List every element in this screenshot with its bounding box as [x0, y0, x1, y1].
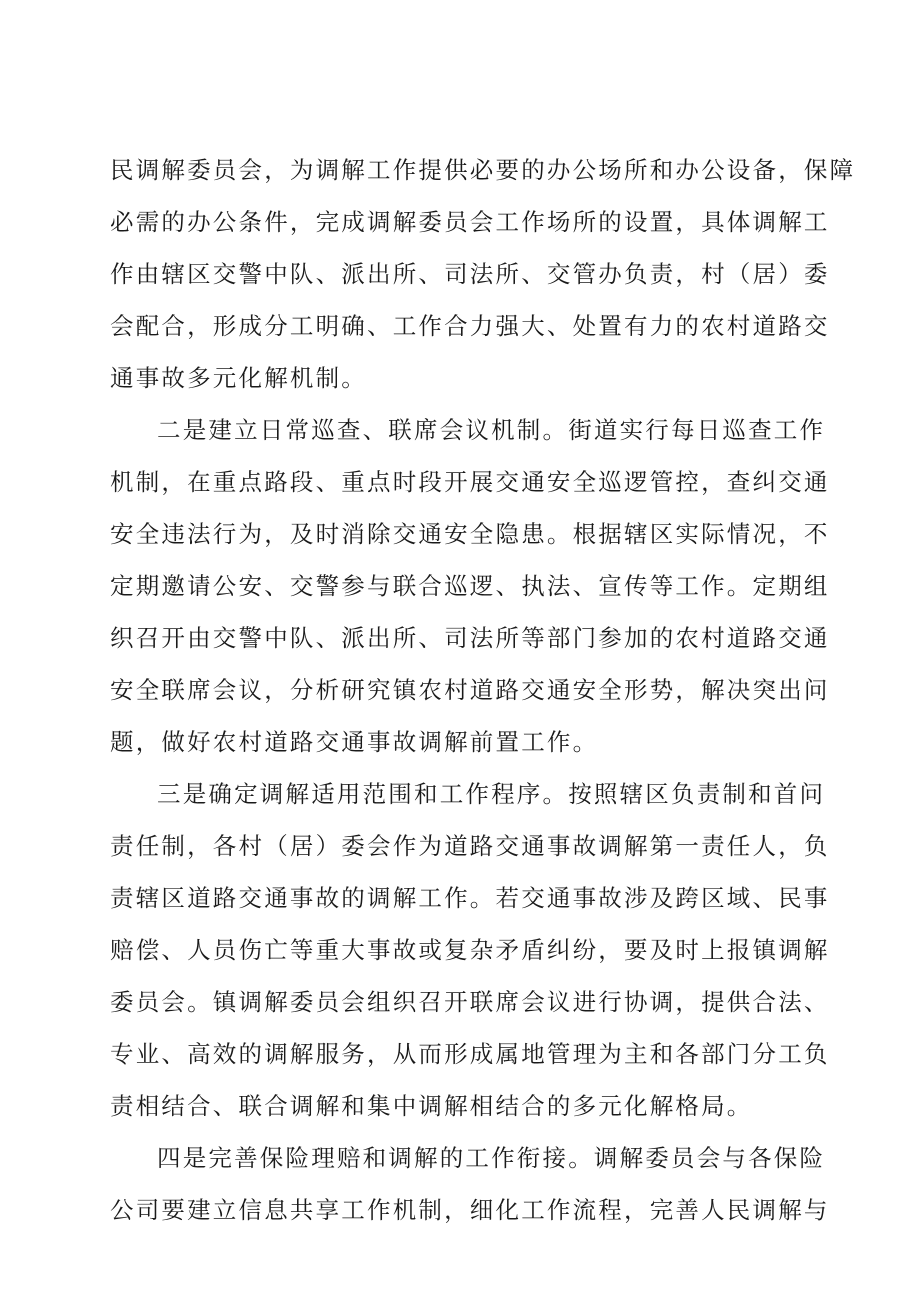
paragraph-line: 赔偿、人员伤亡等重大事故或复杂矛盾纠纷，要及时上报镇调解 [110, 936, 830, 964]
paragraph-line: 责任制，各村（居）委会作为道路交通事故调解第一责任人，负 [110, 832, 830, 860]
paragraph-line: 通事故多元化解机制。 [110, 364, 367, 392]
paragraph-line: 会配合，形成分工明确、工作合力强大、处置有力的农村道路交 [110, 312, 830, 340]
paragraph-line: 公司要建立信息共享工作机制，细化工作流程，完善人民调解与 [110, 1196, 830, 1224]
paragraph-line: 作由辖区交警中队、派出所、司法所、交管办负责，村（居）委 [110, 260, 830, 288]
paragraph-line: 定期邀请公安、交警参与联合巡逻、执法、宣传等工作。定期组 [110, 572, 830, 600]
paragraph-line: 题，做好农村道路交通事故调解前置工作。 [110, 728, 599, 756]
paragraph-line: 机制，在重点路段、重点时段开展交通安全巡逻管控，查纠交通 [110, 468, 830, 496]
paragraph-line: 必需的办公条件，完成调解委员会工作场所的设置，具体调解工 [110, 208, 830, 236]
paragraph-line: 委员会。镇调解委员会组织召开联席会议进行协调，提供合法、 [110, 988, 830, 1016]
paragraph-line: 织召开由交警中队、派出所、司法所等部门参加的农村道路交通 [110, 624, 830, 652]
paragraph-line: 责辖区道路交通事故的调解工作。若交通事故涉及跨区域、民事 [110, 884, 830, 912]
paragraph-line: 二是建立日常巡查、联席会议机制。街道实行每日巡查工作 [157, 416, 826, 444]
paragraph-line: 四是完善保险理赔和调解的工作衔接。调解委员会与各保险 [157, 1144, 826, 1172]
paragraph-line: 专业、高效的调解服务，从而形成属地管理为主和各部门分工负 [110, 1040, 830, 1068]
paragraph-line: 三是确定调解适用范围和工作程序。按照辖区负责制和首问 [157, 780, 826, 808]
paragraph-line: 民调解委员会，为调解工作提供必要的办公场所和办公设备，保障 [110, 156, 856, 184]
paragraph-line: 责相结合、联合调解和集中调解相结合的多元化解格局。 [110, 1092, 753, 1120]
paragraph-line: 安全联席会议，分析研究镇农村道路交通安全形势，解决突出问 [110, 676, 830, 704]
paragraph-line: 安全违法行为，及时消除交通安全隐患。根据辖区实际情况，不 [110, 520, 830, 548]
